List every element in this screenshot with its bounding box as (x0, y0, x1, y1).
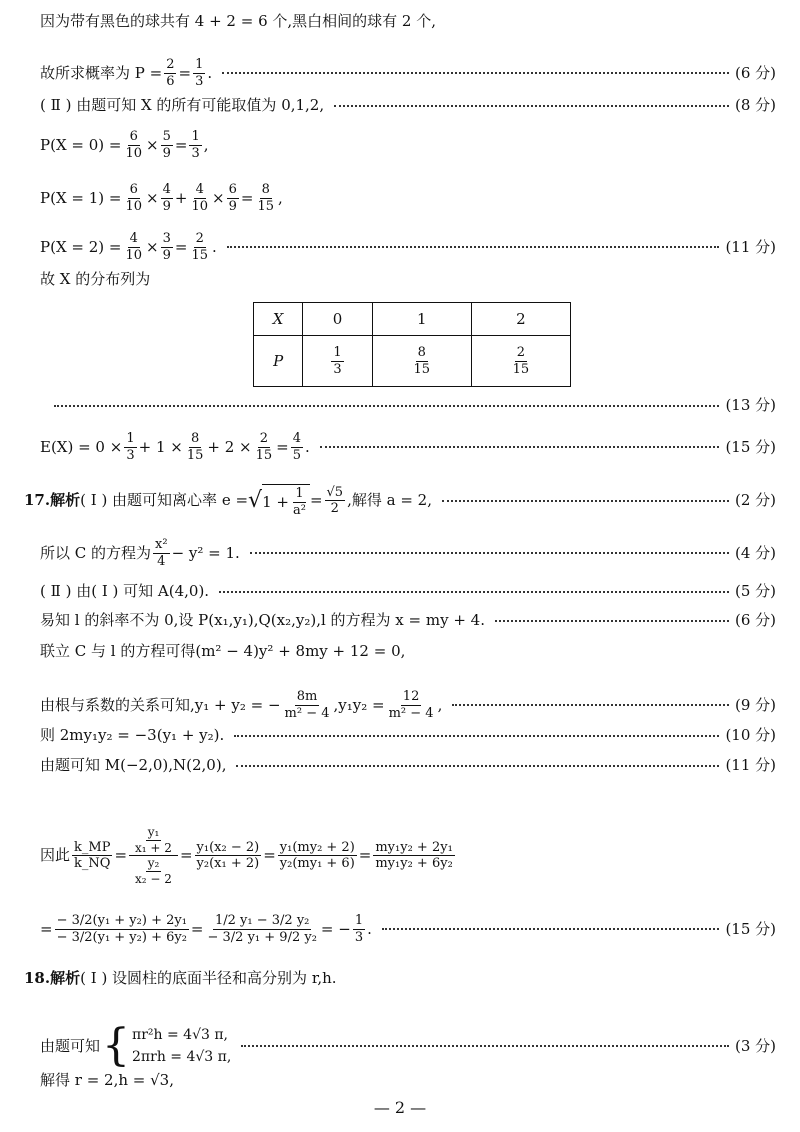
text: 解得 r = 2,h = √3, (40, 1071, 174, 1089)
denominator: − 3/2(y₁ + y₂) + 6y₂ (56, 929, 187, 945)
denominator: − 3/2 y₁ + 9/2 y₂ (207, 929, 317, 945)
denominator: 2 (330, 501, 339, 517)
text-post: , (203, 135, 209, 154)
fraction (254, 432, 275, 462)
numerator: 1 (126, 431, 135, 446)
numerator: y₂ (147, 856, 160, 871)
text (40, 538, 240, 568)
dot-leader (236, 765, 719, 767)
operator: + 2 × (207, 437, 252, 456)
text: 1 + (262, 492, 289, 511)
score: (15 分) (725, 919, 776, 938)
denominator: 10 (125, 198, 143, 214)
dot-leader (241, 1045, 729, 1047)
fraction (193, 58, 205, 88)
table-row-label: P (254, 336, 303, 387)
line-3 (40, 98, 776, 113)
dot-leader (222, 72, 729, 74)
fraction (189, 232, 210, 262)
dot-leader (382, 928, 720, 930)
dot-leader (250, 552, 729, 554)
dot-leader (227, 246, 720, 248)
text (40, 1020, 232, 1071)
text-post: . (305, 437, 310, 456)
operator: × (212, 188, 225, 207)
text: ( Ⅱ ) 由( Ⅰ ) 可知 A(4,0). (40, 582, 210, 600)
text: 联立 C 与 l 的方程可得(m² − 4)y² + 8my + 12 = 0, (40, 642, 406, 660)
text (24, 971, 337, 986)
text (24, 484, 432, 517)
table-header-cell: 1 (372, 303, 471, 336)
line-5 (40, 183, 776, 213)
fraction (189, 130, 201, 160)
denominator: 3 (354, 929, 364, 945)
text (40, 130, 209, 160)
numerator: k_MP (74, 839, 111, 855)
numerator: y₁(x₂ − 2) (196, 839, 260, 855)
numerator: 2 (259, 431, 268, 446)
table-header-cell: X (254, 303, 303, 336)
text: 易知 l 的斜率不为 0,设 P(x₁,y₁),Q(x₂,y₂),l 的方程为 x = my + 4. (40, 611, 485, 629)
text-post: ,解得 a = 2, (347, 491, 432, 510)
text (40, 690, 442, 720)
text: 由题可知 M(−2,0),N(2,0), (40, 756, 227, 774)
equals: = (114, 846, 128, 865)
dot-leader (452, 704, 729, 706)
dot-leader (442, 500, 729, 502)
numerator: 6 (129, 129, 138, 144)
denominator (129, 856, 178, 885)
score: (11 分) (725, 756, 776, 774)
line-13 (40, 613, 776, 628)
dot-leader (334, 105, 729, 107)
text: 则 2my₁y₂ = −3(y₁ + y₂). (40, 726, 225, 744)
table-cell (372, 336, 471, 387)
operator: + 1 × (138, 437, 183, 456)
fraction (153, 538, 170, 568)
denominator: 3 (126, 447, 135, 463)
operator: × (146, 135, 159, 154)
text: 故 X 的分布列为 (40, 270, 151, 288)
text-pre: P(X = 0) = (40, 135, 122, 154)
fraction (185, 432, 206, 462)
text (40, 826, 457, 885)
numerator: 1 (354, 913, 364, 928)
fraction (206, 914, 319, 944)
line-11 (40, 538, 776, 568)
equals: = (276, 437, 289, 456)
equals: = (178, 63, 192, 82)
score: (3 分) (734, 1036, 776, 1055)
numerator: 8 (417, 344, 426, 360)
text-pre: 因此 (40, 846, 71, 865)
numerator: 1 (295, 486, 304, 501)
text (40, 432, 310, 462)
operator: × (146, 237, 159, 256)
numerator: 8 (261, 182, 270, 197)
fraction (278, 841, 357, 871)
fraction (123, 232, 144, 262)
fraction (133, 826, 174, 854)
numerator: 3 (162, 231, 171, 246)
text-post: . (367, 919, 372, 938)
equals: = (179, 846, 193, 865)
numerator: 8 (190, 431, 200, 446)
denominator: 15 (413, 361, 431, 377)
sqrt-body (262, 484, 310, 517)
denominator: 15 (255, 447, 273, 463)
fraction (373, 841, 454, 871)
line-18 (40, 826, 776, 885)
text-pre: 所以 C 的方程为 (40, 543, 152, 562)
equals: = (240, 188, 254, 207)
fraction (411, 346, 432, 376)
fraction (72, 841, 112, 871)
text: ( Ⅱ ) 由题可知 X 的所有可能取值为 0,1,2, (40, 96, 325, 114)
text-pre: 故所求概率为 P = (40, 63, 163, 82)
text-post: − y² = 1. (171, 543, 240, 562)
score: (11 分) (725, 237, 776, 256)
text-post: . (212, 237, 217, 256)
score: (13 分) (725, 396, 776, 414)
numerator: 4 (129, 231, 138, 246)
problem-label: 解析 (50, 491, 81, 510)
operator: + (174, 188, 188, 207)
denominator: 15 (186, 447, 204, 463)
score: (2 分) (734, 491, 776, 510)
fraction (161, 183, 173, 213)
denominator: 9 (162, 247, 171, 263)
problem-label: 解析 (50, 969, 81, 987)
equals: = (309, 491, 323, 510)
denominator: m² − 4 (388, 705, 434, 721)
line-10 (24, 484, 776, 517)
line-14 (40, 644, 776, 659)
fraction (291, 487, 308, 517)
denominator: 10 (191, 198, 208, 214)
score: (6 分) (734, 611, 776, 629)
fraction (123, 130, 144, 160)
fraction (123, 183, 144, 213)
numerator: 12 (402, 689, 420, 704)
table-header-cell: 0 (303, 303, 372, 336)
numerator: x² (155, 537, 168, 552)
text-pre: 由题可知 (40, 1036, 101, 1055)
equation: 2πrh = 4√3 π, (132, 1049, 232, 1065)
numerator: √5 (326, 484, 344, 500)
text-pre: 由根与系数的关系可知,y₁ + y₂ = − (40, 695, 281, 714)
dot-leader (54, 405, 719, 407)
line-6 (40, 232, 776, 262)
text (40, 914, 372, 944)
numerator (129, 826, 178, 856)
text-pre: E(X) = 0 × (40, 437, 123, 456)
score: (4 分) (734, 543, 776, 562)
fraction (133, 857, 174, 885)
equals: = (174, 237, 188, 256)
line-19 (40, 914, 776, 944)
text-post: , (277, 188, 283, 207)
text: ( Ⅰ ) 设圆柱的底面半径和高分别为 r,h. (80, 969, 337, 987)
denominator: 9 (162, 198, 171, 214)
denominator: 9 (228, 198, 237, 214)
fraction (227, 183, 239, 213)
line-8 (40, 398, 776, 413)
fraction (161, 130, 173, 160)
text-pre: P(X = 2) = (40, 237, 122, 256)
denominator: 15 (257, 198, 274, 214)
fraction (55, 914, 189, 944)
denominator: 5 (292, 447, 301, 463)
brace: { (102, 1020, 131, 1071)
denominator: 3 (333, 361, 342, 377)
table-cell (303, 336, 372, 387)
denominator: x₁ + 2 (135, 840, 172, 855)
numerator: 5 (162, 129, 171, 144)
problem-number: 18. (24, 969, 51, 987)
text (40, 58, 212, 88)
fraction (283, 690, 332, 720)
problem-number: 17. (24, 491, 51, 510)
text-pre: P(X = 1) = (40, 188, 122, 207)
line-7 (40, 272, 776, 287)
table-header-cell: 2 (471, 303, 570, 336)
score: (5 分) (734, 582, 776, 600)
dot-leader (234, 735, 719, 737)
denominator: 15 (191, 247, 208, 263)
equation: πr²h = 4√3 π, (132, 1027, 229, 1043)
numerator: − 3/2(y₁ + y₂) + 2y₁ (56, 913, 187, 928)
fraction (161, 232, 173, 262)
score: (8 分) (734, 96, 776, 114)
numerator: 1/2 y₁ − 3/2 y₂ (215, 913, 310, 928)
denominator: 15 (512, 361, 530, 377)
equals: = (190, 919, 204, 938)
line-1 (40, 14, 776, 29)
line-9 (40, 432, 776, 462)
text-mid: ,y₁y₂ = (333, 695, 385, 714)
numerator: y₁(my₂ + 2) (279, 839, 355, 855)
line-20 (24, 971, 776, 986)
distribution-table (253, 302, 571, 387)
numerator: 6 (129, 182, 138, 197)
fraction (291, 432, 303, 462)
numerator: 4 (162, 182, 171, 197)
denominator: y₂(x₁ + 2) (196, 856, 260, 872)
line-16 (40, 728, 776, 743)
line-22 (40, 1073, 776, 1088)
fraction (511, 346, 532, 376)
denominator: 10 (125, 247, 143, 263)
denominator: m² − 4 (284, 705, 330, 721)
operator: × (146, 188, 159, 207)
fraction (195, 841, 262, 871)
line-17 (40, 758, 776, 773)
numerator: 6 (228, 182, 237, 197)
dot-leader (495, 620, 729, 622)
text-post: . (207, 63, 213, 82)
denominator: 4 (157, 553, 166, 569)
table-row (254, 303, 571, 336)
line-15 (40, 690, 776, 720)
denominator: 10 (125, 145, 143, 161)
text-post: , (437, 695, 443, 714)
equals: = (174, 135, 188, 154)
sqrt-symbol: √ (248, 487, 263, 513)
score: (9 分) (734, 695, 776, 714)
fraction (325, 486, 346, 516)
denominator: my₁y₂ + 6y₂ (375, 856, 453, 872)
line-2 (40, 58, 776, 88)
score: (15 分) (725, 437, 776, 456)
denominator: x₂ − 2 (135, 871, 172, 886)
denominator: 3 (191, 145, 200, 161)
dot-leader (320, 446, 720, 448)
text-pre: = (40, 919, 53, 938)
denominator: a² (292, 502, 306, 518)
denominator: y₂(my₁ + 6) (279, 856, 355, 872)
numerator: my₁y₂ + 2y₁ (375, 839, 453, 855)
fraction (353, 914, 365, 944)
fraction (164, 58, 176, 88)
text: 因为带有黑色的球共有 4 + 2 = 6 个,黑白相间的球有 2 个, (40, 12, 436, 30)
numerator: 2 (516, 344, 526, 360)
equation-system (132, 1028, 231, 1064)
denominator: k_NQ (74, 856, 111, 872)
line-12 (40, 584, 776, 599)
fraction (189, 183, 210, 213)
numerator: 2 (195, 231, 204, 246)
text: = − (320, 919, 351, 938)
numerator: 1 (333, 344, 342, 360)
fraction (124, 432, 136, 462)
fraction (255, 183, 276, 213)
table-row (254, 336, 571, 387)
score: (6 分) (734, 63, 776, 82)
line-4 (40, 130, 776, 160)
dot-leader (219, 591, 729, 593)
numerator: 4 (292, 431, 301, 446)
text-pre: ( Ⅰ ) 由题可知离心率 e = (80, 491, 249, 510)
page-number: — 2 — (373, 1098, 427, 1117)
equals: = (358, 846, 372, 865)
fraction (387, 690, 436, 720)
numerator: 8m (296, 689, 318, 704)
fraction (331, 346, 343, 376)
equals: = (263, 846, 276, 865)
denominator: 9 (162, 145, 171, 161)
numerator: 4 (195, 182, 204, 197)
text (40, 183, 283, 213)
denominator: 6 (166, 73, 175, 89)
score: (10 分) (725, 726, 776, 744)
numerator: 2 (166, 57, 175, 72)
compound-fraction (129, 826, 178, 885)
denominator: 3 (195, 73, 204, 89)
numerator: 1 (191, 129, 200, 144)
numerator: 1 (195, 57, 204, 72)
numerator: y₁ (147, 825, 160, 839)
text (40, 232, 217, 262)
line-21 (40, 1020, 776, 1071)
table-cell (471, 336, 570, 387)
